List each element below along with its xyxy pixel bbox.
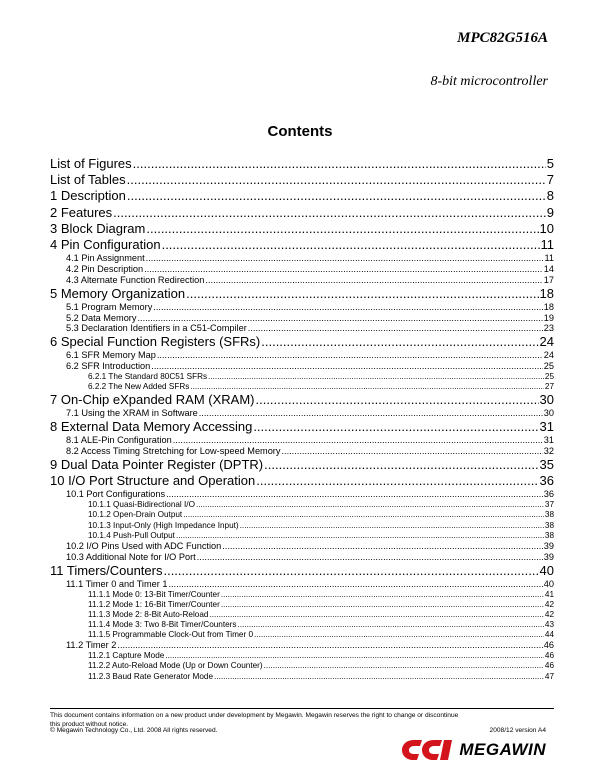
- toc-leader-dots: [137, 313, 542, 324]
- toc-leader-dots: [157, 350, 543, 361]
- toc-entry[interactable]: [50, 302, 554, 313]
- toc-leader-dots: [146, 221, 538, 237]
- toc-leader-dots: [221, 590, 544, 600]
- toc-entry-label: 10 I/O Port Structure and Operation: [50, 473, 256, 489]
- toc-leader-dots: [214, 672, 544, 682]
- toc-entry[interactable]: [50, 661, 554, 671]
- contents-heading: Contents: [267, 123, 333, 140]
- toc-entry-label: 11.2 Timer 2: [66, 640, 117, 651]
- toc-leader-dots: [208, 372, 544, 382]
- toc-entry[interactable]: [50, 408, 554, 419]
- megawin-logo-text: MEGAWIN: [459, 740, 546, 759]
- toc-entry[interactable]: [50, 286, 554, 302]
- toc-entry-page: 46: [544, 661, 554, 671]
- toc-leader-dots: [163, 563, 538, 579]
- toc-entry-label: 10.3 Additional Note for I/O Port: [66, 551, 196, 562]
- toc-leader-dots: [144, 264, 543, 275]
- toc-entry-page: 18: [539, 285, 554, 301]
- toc-entry-page: 30: [543, 408, 554, 419]
- toc-entry[interactable]: [50, 334, 554, 350]
- toc-entry-page: 38: [544, 520, 554, 530]
- toc-entry-page: 14: [543, 263, 554, 274]
- toc-entry-page: 27: [544, 382, 554, 392]
- toc-entry-label: 11.1.3 Mode 2: 8-Bit Auto-Reload: [88, 609, 209, 619]
- toc-entry[interactable]: [50, 600, 554, 610]
- toc-leader-dots: [222, 541, 543, 552]
- toc-entry-label: 7 On-Chip eXpanded RAM (XRAM): [50, 392, 255, 408]
- toc-entry[interactable]: [50, 419, 554, 435]
- toc-entry-page: 40: [543, 578, 554, 589]
- toc-entry[interactable]: [50, 531, 554, 541]
- toc-entry[interactable]: [50, 382, 554, 392]
- toc-entry[interactable]: [50, 275, 554, 286]
- toc-leader-dots: [168, 579, 542, 590]
- toc-entry-label: 10.1 Port Configurations: [66, 489, 166, 500]
- toc-entry-page: 31: [539, 419, 554, 435]
- toc-entry-label: 10.1.2 Open-Drain Output: [88, 510, 183, 520]
- toc-entry-label: 11.2.3 Baud Rate Generator Mode: [88, 671, 214, 681]
- toc-entry-page: 17: [543, 274, 554, 285]
- toc-entry-page: 11: [540, 236, 554, 252]
- toc-entry-page: 31: [543, 435, 554, 446]
- toc-leader-dots: [254, 630, 544, 640]
- toc-entry[interactable]: [50, 435, 554, 446]
- toc-leader-dots: [165, 651, 544, 661]
- toc-entry-label: 6.2.2 The New Added SFRs: [88, 382, 190, 392]
- toc-entry-label: 11 Timers/Counters: [50, 562, 163, 578]
- toc-entry-page: 41: [544, 589, 554, 599]
- toc-entry[interactable]: [50, 521, 554, 531]
- toc-entry[interactable]: [50, 372, 554, 382]
- toc-entry[interactable]: [50, 221, 554, 237]
- toc-entry-page: 46: [543, 640, 554, 651]
- document-subtitle: 8-bit microcontroller: [430, 74, 548, 89]
- megawin-logo: [400, 737, 546, 763]
- toc-leader-dots: [127, 172, 546, 188]
- toc-entry-label: 8.1 ALE-Pin Configuration: [66, 435, 172, 446]
- toc-entry[interactable]: [50, 361, 554, 372]
- toc-entry[interactable]: [50, 672, 554, 682]
- toc-entry-page: 8: [546, 188, 554, 204]
- toc-entry[interactable]: [50, 457, 554, 473]
- toc-entry-page: 32: [543, 446, 554, 457]
- toc-entry-page: 37: [544, 500, 554, 510]
- document-title: MPC82G516A: [457, 30, 548, 46]
- toc-leader-dots: [255, 392, 538, 408]
- toc-entry-label: 11.1.1 Mode 0: 13-Bit Timer/Counter: [88, 589, 220, 599]
- toc-entry-label: 11.1.2 Mode 1: 16-Bit Timer/Counter: [88, 599, 220, 609]
- toc-entry[interactable]: [50, 563, 554, 579]
- toc-entry-label: 11.2.1 Capture Mode: [88, 651, 165, 661]
- toc-entry-page: 24: [539, 334, 554, 350]
- toc-leader-dots: [248, 323, 543, 334]
- toc-entry-label: List of Figures: [50, 156, 132, 171]
- toc-entry[interactable]: [50, 446, 554, 457]
- toc-entry-label: 6.1 SFR Memory Map: [66, 350, 156, 361]
- toc-leader-dots: [209, 610, 543, 620]
- toc-entry-page: 38: [544, 510, 554, 520]
- toc-leader-dots: [197, 552, 543, 563]
- toc-entry-label: 8 External Data Memory Accessing: [50, 419, 253, 435]
- toc-entry-page: 39: [543, 551, 554, 562]
- toc-entry-page: 43: [544, 620, 554, 630]
- toc-entry-label: List of Tables: [50, 172, 126, 188]
- toc-entry[interactable]: [50, 590, 554, 600]
- toc-leader-dots: [281, 446, 542, 457]
- toc-entry[interactable]: [50, 489, 554, 500]
- toc-leader-dots: [133, 156, 546, 172]
- toc-entry[interactable]: [50, 205, 554, 221]
- toc-entry-label: 11.1.4 Mode 3: Two 8-Bit Timer/Counters: [88, 620, 237, 630]
- toc-leader-dots: [240, 521, 544, 531]
- toc-entry-label: 10.1.1 Quasi-Bidirectional I/O: [88, 500, 195, 510]
- toc-leader-dots: [146, 253, 544, 264]
- toc-entry[interactable]: [50, 156, 554, 172]
- toc-leader-dots: [186, 286, 538, 302]
- toc-entry-label: 5 Memory Organization: [50, 285, 186, 301]
- toc-entry[interactable]: [50, 500, 554, 510]
- toc-entry[interactable]: [50, 579, 554, 590]
- toc-entry-page: 44: [544, 630, 554, 640]
- toc-leader-dots: [127, 188, 546, 204]
- table-of-contents: [50, 156, 554, 682]
- toc-entry-page: 39: [543, 540, 554, 551]
- toc-entry-label: 8.2 Access Timing Stretching for Low-speed Memory: [66, 446, 281, 457]
- toc-entry-label: 1 Description: [50, 188, 126, 204]
- toc-leader-dots: [221, 600, 544, 610]
- toc-entry-page: 40: [539, 562, 554, 578]
- toc-leader-dots: [151, 361, 543, 372]
- toc-leader-dots: [256, 473, 538, 489]
- toc-entry-label: 10.1.4 Push-Pull Output: [88, 530, 175, 540]
- toc-entry-label: 10.1.3 Input-Only (High Impedance Input): [88, 520, 239, 530]
- toc-entry[interactable]: [50, 237, 554, 253]
- toc-entry-page: 38: [544, 530, 554, 540]
- toc-entry[interactable]: [50, 541, 554, 552]
- toc-entry-label: 5.2 Data Memory: [66, 312, 137, 323]
- toc-leader-dots: [264, 457, 538, 473]
- toc-entry[interactable]: [50, 264, 554, 275]
- toc-entry-label: 4.3 Alternate Function Redirection: [66, 274, 205, 285]
- toc-entry-page: 30: [539, 392, 554, 408]
- toc-entry-label: 4.1 Pin Assignment: [66, 253, 145, 264]
- toc-entry[interactable]: [50, 640, 554, 651]
- toc-entry-label: 3 Block Diagram: [50, 220, 146, 236]
- toc-entry-label: 11.1 Timer 0 and Timer 1: [66, 578, 168, 589]
- footer-divider: [50, 708, 554, 709]
- toc-entry-label: 7.1 Using the XRAM in Software: [66, 408, 198, 419]
- toc-entry[interactable]: [50, 552, 554, 563]
- toc-entry-page: 35: [539, 457, 554, 473]
- toc-leader-dots: [153, 302, 542, 313]
- toc-leader-dots: [183, 510, 544, 520]
- toc-entry-page: 18: [543, 301, 554, 312]
- toc-leader-dots: [166, 489, 543, 500]
- toc-entry-label: 5.1 Program Memory: [66, 301, 153, 312]
- toc-entry-page: 11: [544, 253, 554, 264]
- toc-leader-dots: [205, 275, 542, 286]
- toc-entry-label: 4.2 Pin Description: [66, 263, 144, 274]
- toc-entry[interactable]: [50, 313, 554, 324]
- toc-entry[interactable]: [50, 188, 554, 204]
- toc-leader-dots: [162, 237, 540, 253]
- toc-entry-label: 6 Special Function Registers (SFRs): [50, 334, 261, 350]
- toc-entry-page: 47: [544, 671, 554, 681]
- toc-entry[interactable]: [50, 610, 554, 620]
- footer-notice: This document contains information on a new product under development by Megawin. Megawin reserves the right to change or discontinue this product without notice.: [50, 712, 459, 728]
- toc-entry-page: 5: [546, 156, 554, 171]
- toc-entry[interactable]: [50, 620, 554, 630]
- toc-entry-page: 36: [543, 489, 554, 500]
- toc-entry[interactable]: [50, 510, 554, 520]
- toc-entry-label: 5.3 Declaration Identifiers in a C51-Compiler: [66, 323, 247, 334]
- megawin-logo-icon: [400, 737, 456, 763]
- toc-entry-page: 46: [544, 651, 554, 661]
- toc-leader-dots: [199, 408, 543, 419]
- toc-leader-dots: [253, 419, 538, 435]
- toc-entry-label: 11.1.5 Programmable Clock-Out from Timer 0: [88, 630, 254, 640]
- toc-entry-page: 10: [539, 220, 554, 236]
- toc-entry[interactable]: [50, 630, 554, 640]
- toc-entry[interactable]: [50, 350, 554, 361]
- toc-entry[interactable]: [50, 172, 554, 188]
- toc-entry-label: 4 Pin Configuration: [50, 236, 161, 252]
- toc-entry-page: 19: [543, 312, 554, 323]
- toc-entry-label: 6.2 SFR Introduction: [66, 361, 151, 372]
- toc-entry-page: 25: [544, 371, 554, 381]
- toc-entry-page: 24: [543, 350, 554, 361]
- toc-entry-page: 42: [544, 599, 554, 609]
- toc-entry-page: 23: [543, 323, 554, 334]
- toc-leader-dots: [238, 620, 544, 630]
- toc-entry-label: 6.2.1 The Standard 80C51 SFRs: [88, 371, 208, 381]
- toc-leader-dots: [117, 640, 542, 651]
- toc-entry-page: 42: [544, 609, 554, 619]
- toc-entry-label: 9 Dual Data Pointer Register (DPTR): [50, 457, 264, 473]
- version-text: 2008/12 version A4: [489, 727, 546, 734]
- toc-entry[interactable]: [50, 651, 554, 661]
- toc-entry-page: 7: [546, 172, 554, 188]
- toc-entry-label: 2 Features: [50, 204, 113, 220]
- toc-leader-dots: [173, 435, 543, 446]
- toc-leader-dots: [113, 205, 546, 221]
- toc-entry-label: 10.2 I/O Pins Used with ADC Function: [66, 540, 222, 551]
- toc-leader-dots: [176, 531, 544, 541]
- toc-leader-dots: [264, 661, 544, 671]
- toc-entry[interactable]: [50, 473, 554, 489]
- toc-entry[interactable]: [50, 392, 554, 408]
- toc-leader-dots: [196, 500, 544, 510]
- toc-entry[interactable]: [50, 253, 554, 264]
- toc-entry-page: 25: [543, 361, 554, 372]
- toc-leader-dots: [190, 382, 544, 392]
- toc-entry-page: 9: [546, 204, 554, 220]
- toc-entry-page: 36: [539, 473, 554, 489]
- toc-entry-label: 11.2.2 Auto-Reload Mode (Up or Down Counter): [88, 661, 263, 671]
- copyright-text: © Megawin Technology Co., Ltd. 2008 All rights reserved.: [50, 727, 218, 734]
- toc-entry[interactable]: [50, 323, 554, 334]
- toc-leader-dots: [261, 334, 538, 350]
